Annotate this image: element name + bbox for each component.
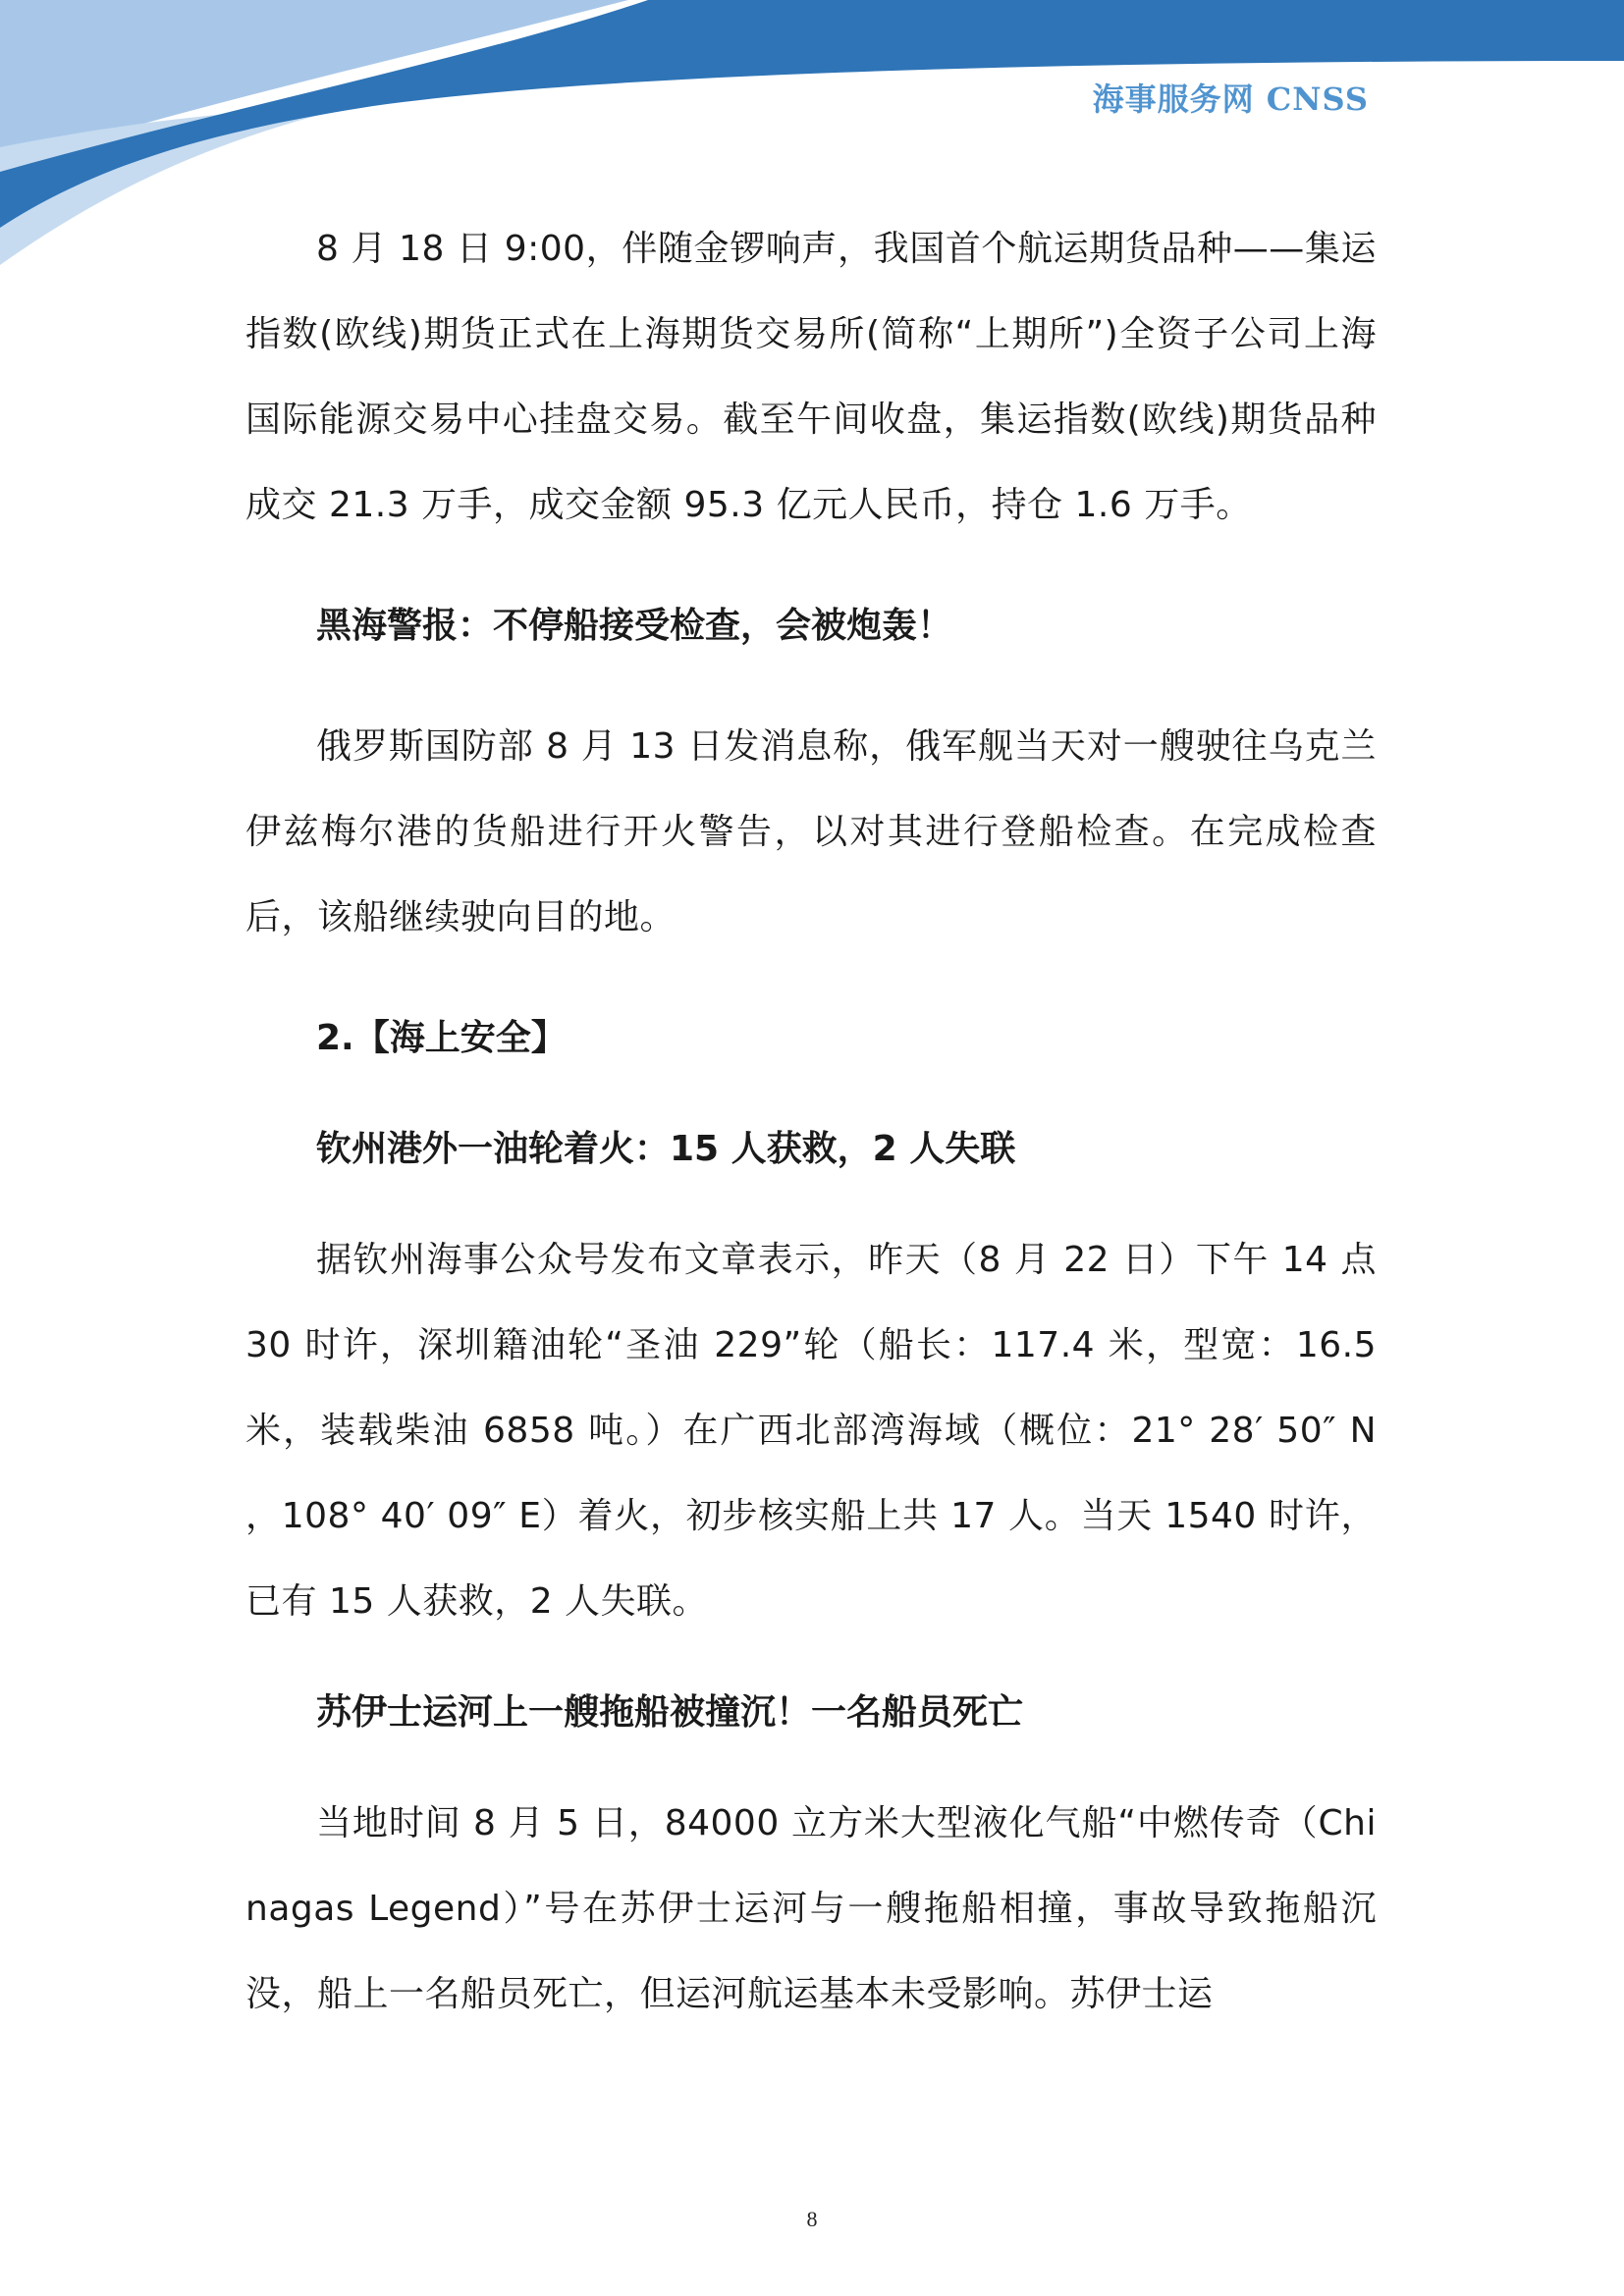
section-heading-maritime-safety: 2.【海上安全】 bbox=[316, 1018, 567, 1058]
document-body bbox=[245, 206, 1377, 2037]
heading-qinzhou-fire: 钦州港外一油轮着火：15 人获救，2 人失联 bbox=[316, 1129, 1016, 1169]
page-number: 8 bbox=[806, 2207, 818, 2231]
heading-black-sea: 黑海警报：不停船接受检查，会被炮轰！ bbox=[316, 606, 953, 646]
paragraph-qinzhou-fire: 据钦州海事公众号发布文章表示，昨天（8 月 22 日）下午 14 点 30 时许，深圳籍油轮“圣油 229”轮（船长：117.4 米，型宽：16.5 米，装载柴油 6858 吨。）在广西北部湾海域（概位：21° 28′ 50″ N ，108° 40′ 09″ E）着火，初步核实船上共 17 人。当天 1540 时许，已有 15 人获救，2 人失联。 bbox=[245, 1240, 1377, 1622]
brand-label: 海事服务网 CNSS bbox=[1092, 80, 1369, 118]
heading-suez-tug: 苏伊士运河上一艘拖船被撞沉！一名船员死亡 bbox=[316, 1692, 1024, 1733]
paragraph-black-sea: 俄罗斯国防部 8 月 13 日发消息称，俄军舰当天对一艘驶往乌克兰伊兹梅尔港的货船进行开火警告，以对其进行登船检查。在完成检查后，该船继续驶向目的地。 bbox=[245, 726, 1377, 937]
paragraph-shipping-futures: 8 月 18 日 9:00，伴随金锣响声，我国首个航运期货品种——集运指数(欧线)期货正式在上海期货交易所(简称“上期所”)全资子公司上海国际能源交易中心挂盘交易。截至午间收盘，集运指数(欧线)期货品种成交 21.3 万手，成交金额 95.3 亿元人民币，持仓 1.6 万手。 bbox=[245, 229, 1377, 525]
paragraph-suez-tug: 当地时间 8 月 5 日，84000 立方米大型液化气船“中燃传奇（Chinagas Legend）”号在苏伊士运河与一艘拖船相撞，事故导致拖船沉没，船上一名船员死亡，但运河航运基本未受影响。苏伊士运 bbox=[245, 1803, 1377, 2014]
